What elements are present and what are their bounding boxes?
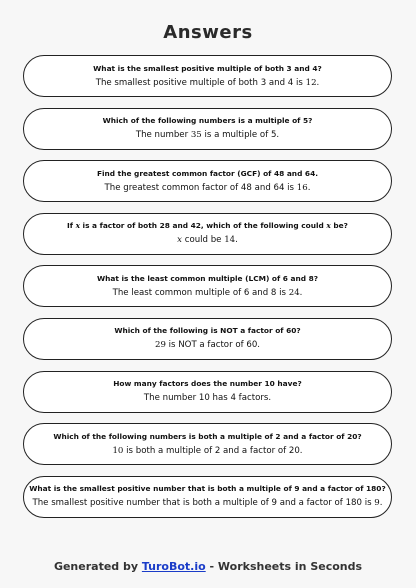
answer-cards — [23, 55, 392, 528]
answer-text: The greatest common factor of 48 and 64 is 16. — [104, 182, 311, 193]
variable-x: x — [75, 221, 80, 231]
answer-card-5 — [23, 265, 392, 307]
question-text: Which of the following is NOT a factor of 60? — [114, 326, 301, 336]
answer-text: 29 is NOT a factor of 60. — [154, 340, 261, 351]
question-text: Which of the following numbers is a multiple of 5? — [102, 116, 313, 126]
answer-value: 24 — [288, 287, 300, 298]
answer-card-7 — [23, 371, 392, 413]
question-text: Find the greatest common factor (GCF) of 48 and 64. — [96, 168, 319, 178]
turobot-link[interactable]: TuroBot.io — [141, 560, 206, 573]
answer-value: 14 — [224, 235, 236, 246]
question-text: What is the least common multiple (LCM) of 6 and 8? — [96, 273, 319, 283]
question-text: What is the smallest positive multiple of both 3 and 4? — [93, 63, 322, 73]
answer-card-2 — [23, 108, 392, 150]
answer-text: The number 35 is a multiple of 5. — [135, 130, 280, 141]
answer-value: 9 — [374, 498, 380, 509]
variable-x: x — [177, 235, 182, 246]
answer-card-9 — [23, 476, 392, 518]
answer-value: 10 — [112, 445, 124, 456]
answer-value: 29 — [154, 340, 166, 351]
answer-text: The least common multiple of 6 and 8 is 24. — [112, 287, 303, 298]
page-title: Answers — [163, 22, 253, 43]
footer — [0, 560, 416, 573]
answer-card-3 — [23, 160, 392, 202]
answer-text: The smallest positive number that is both a multiple of 9 and a factor of 180 is 9. — [32, 498, 383, 509]
answer-value: 16 — [296, 182, 308, 193]
answer-text: 10 is both a multiple of 2 and a factor of 20. — [112, 445, 303, 456]
answer-card-4 — [23, 213, 392, 255]
question-text: Which of the following numbers is both a multiple of 2 and a factor of 20? — [53, 431, 362, 441]
answer-card-8 — [23, 423, 392, 465]
variable-x: x — [326, 221, 331, 231]
question-text: How many factors does the number 10 have? — [113, 379, 302, 389]
answer-text: The smallest positive multiple of both 3 and 4 is 12. — [95, 77, 320, 88]
footer-prefix: Generated by — [53, 560, 142, 573]
question-text: If x is a factor of both 28 and 42, which of the following could x be? — [67, 221, 348, 231]
answer-text: x could be 14. — [177, 235, 238, 246]
answer-value: 35 — [190, 130, 202, 141]
question-text: What is the smallest positive number that is both a multiple of 9 and a factor of 180? — [29, 484, 386, 494]
answer-value: 12 — [305, 77, 317, 88]
answer-card-6 — [23, 318, 392, 360]
answer-card-1 — [23, 55, 392, 97]
footer-suffix: - Worksheets in Seconds — [205, 560, 363, 573]
answer-text: The number 10 has 4 factors. — [143, 393, 272, 404]
